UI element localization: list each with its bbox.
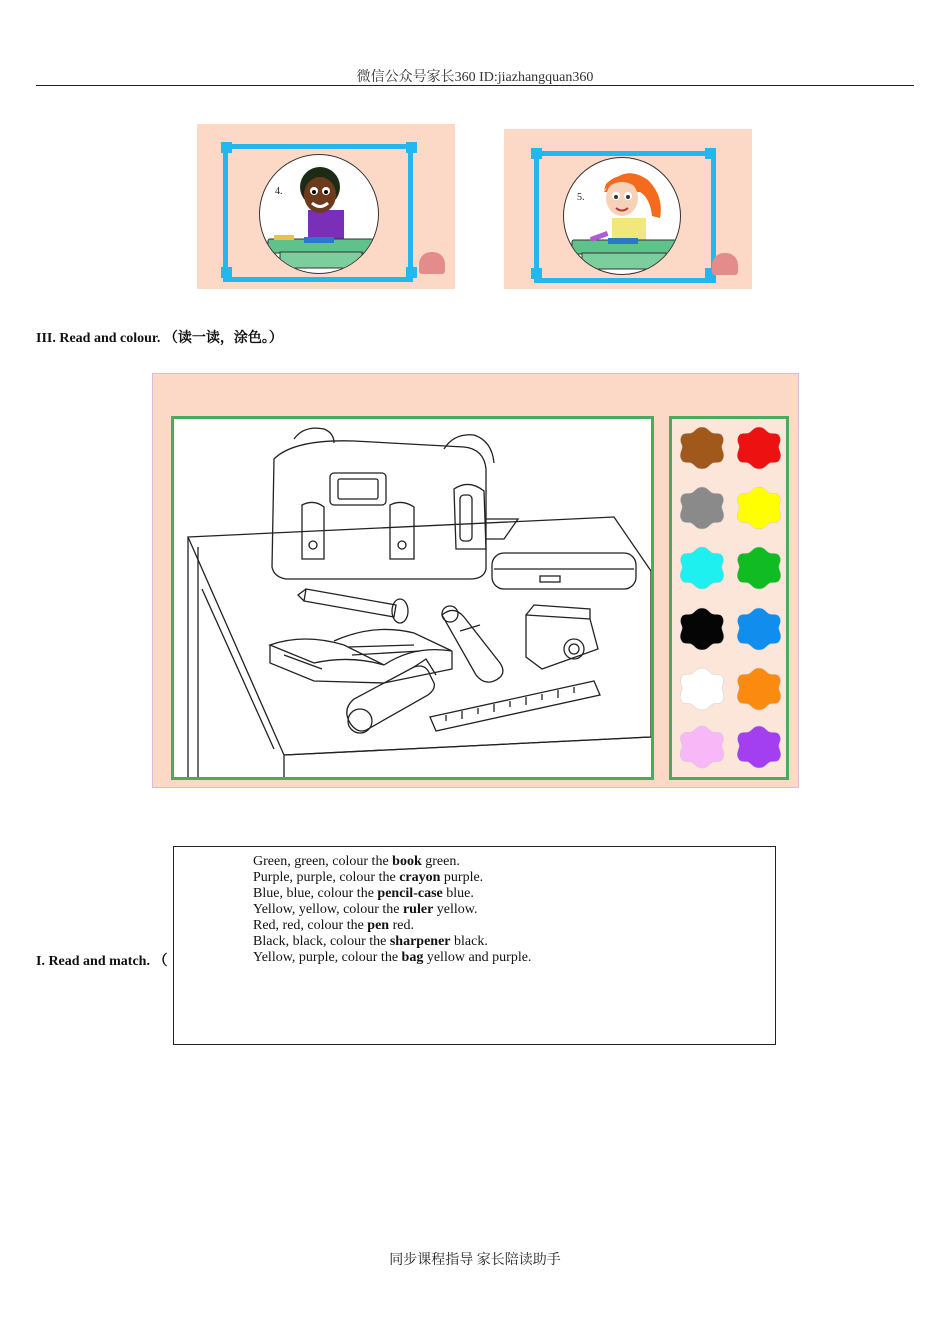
black-colour-swatch[interactable] (679, 606, 725, 652)
bag-outline (272, 428, 518, 579)
instruction-keyword: crayon (399, 870, 441, 885)
instruction-text: black. (450, 934, 488, 949)
instruction-text: yellow. (433, 902, 478, 917)
colour-palette (669, 416, 789, 780)
green-colour-swatch[interactable] (736, 545, 782, 591)
instruction-text: Yellow, yellow, colour the (253, 902, 403, 917)
instruction-text: Black, black, colour the (253, 934, 390, 949)
colouring-drawing (171, 416, 654, 780)
page-footer: 同步课程指导 家长陪读助手 (389, 1253, 561, 1268)
desk-edge (188, 537, 651, 777)
yellow-colour-swatch[interactable] (736, 485, 782, 531)
frame-corner (406, 142, 417, 153)
sharpener-outline (526, 605, 598, 669)
boy-illustration (260, 155, 378, 273)
instruction-line (253, 934, 488, 950)
instruction-text: Blue, blue, colour the (253, 886, 378, 901)
orange-colour-swatch[interactable] (736, 666, 782, 712)
girl-illustration (564, 158, 680, 274)
frame-corner (531, 148, 542, 159)
instruction-line (253, 950, 531, 966)
instructions-box (173, 846, 776, 1045)
instruction-text: Yellow, purple, colour the (253, 950, 402, 965)
picture-card-5 (504, 129, 752, 289)
blue-colour-swatch[interactable] (736, 606, 782, 652)
book-outline (270, 629, 452, 683)
red-colour-swatch[interactable] (736, 425, 782, 471)
instruction-line (253, 902, 478, 918)
card-number: 5. (577, 192, 585, 203)
house-decoration (419, 252, 445, 274)
page-header: 微信公众号家长360 ID:jiazhangquan360 (356, 70, 594, 85)
swatch-shape (737, 608, 781, 650)
ruler-outline (430, 681, 600, 731)
swatch-shape (737, 547, 781, 589)
instruction-line (253, 918, 414, 934)
header-rule (36, 85, 914, 86)
frame-corner (531, 268, 542, 279)
swatch-shape (680, 547, 724, 589)
crayon-outline (298, 589, 408, 623)
instruction-line (253, 854, 460, 870)
section-3-title: III. Read and colour. （读一读，涂色。） (36, 331, 283, 346)
frame-corner (705, 148, 716, 159)
instruction-keyword: pencil-case (377, 886, 443, 901)
section-1-title: I. Read and match. （ (36, 954, 168, 969)
white-colour-swatch[interactable] (679, 666, 725, 712)
swatch-shape (680, 487, 724, 529)
instruction-line (253, 870, 483, 886)
frame-corner (221, 142, 232, 153)
instruction-keyword: sharpener (389, 934, 451, 949)
swatch-shape (680, 726, 724, 768)
instruction-text: Red, red, colour the (253, 918, 368, 933)
instruction-text: purple. (440, 870, 484, 885)
instruction-keyword: ruler (402, 902, 434, 917)
swatch-shape (737, 487, 781, 529)
instruction-text: yellow and purple. (423, 950, 532, 965)
cyan-colour-swatch[interactable] (679, 545, 725, 591)
desk-with-school-things (174, 419, 651, 777)
swatch-shape (737, 668, 781, 710)
instruction-text: red. (389, 918, 414, 933)
instruction-text: green. (421, 854, 460, 869)
boy-portrait (259, 154, 379, 274)
card-number: 4. (275, 186, 283, 197)
house-decoration (712, 253, 738, 275)
swatch-shape (737, 427, 781, 469)
picture-card-4 (197, 124, 455, 289)
brown-colour-swatch[interactable] (679, 425, 725, 471)
frame-corner (221, 267, 232, 278)
pink-colour-swatch[interactable] (679, 724, 725, 770)
colouring-panel (152, 373, 799, 788)
pen-outline (347, 659, 436, 733)
pencil-case-outline (492, 553, 636, 589)
instruction-text: Purple, purple, colour the (253, 870, 400, 885)
purple-colour-swatch[interactable] (736, 724, 782, 770)
swatch-shape (737, 726, 781, 768)
marker-outline (442, 606, 503, 682)
frame-corner (406, 267, 417, 278)
instruction-keyword: bag (401, 950, 424, 965)
instruction-text: Green, green, colour the (253, 854, 393, 869)
swatch-shape (680, 668, 724, 710)
grey-colour-swatch[interactable] (679, 485, 725, 531)
swatch-shape (680, 608, 724, 650)
instruction-line (253, 886, 474, 902)
instruction-keyword: book (392, 854, 422, 869)
instruction-text: blue. (442, 886, 474, 901)
instruction-keyword: pen (367, 918, 390, 933)
swatch-shape (680, 427, 724, 469)
girl-portrait (563, 157, 681, 275)
